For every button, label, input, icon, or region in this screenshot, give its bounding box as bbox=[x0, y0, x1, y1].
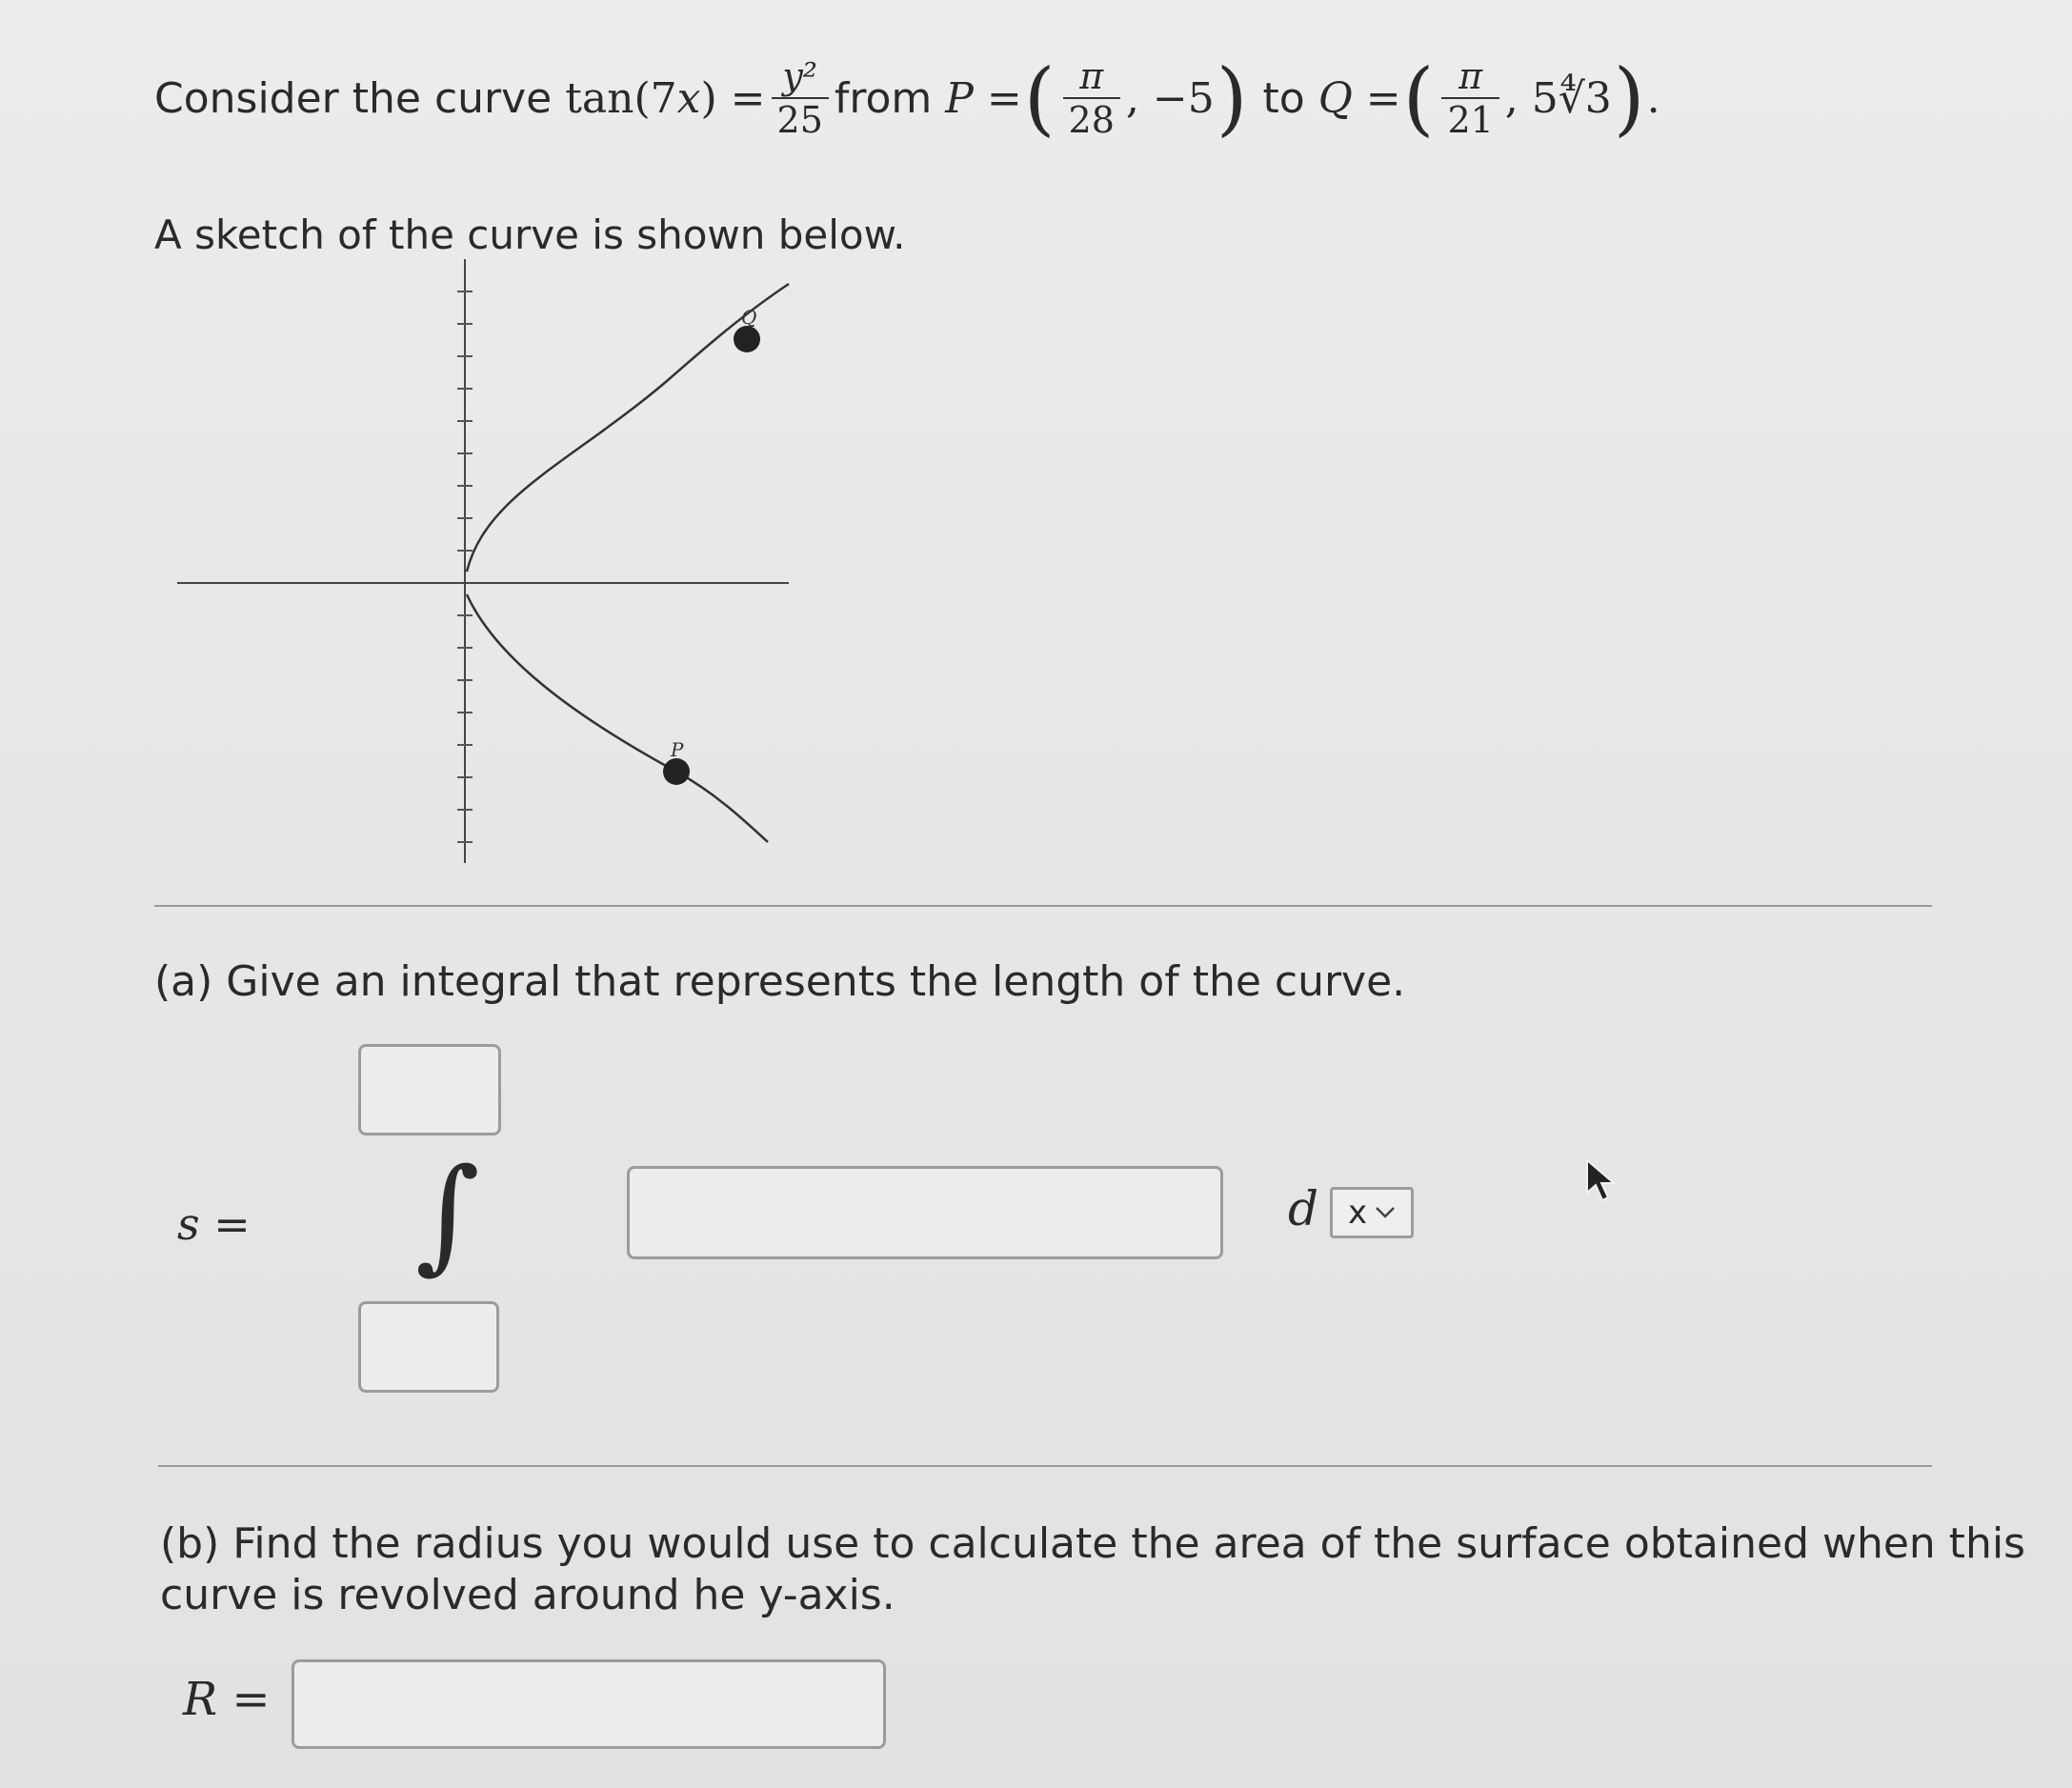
point-q-marker bbox=[734, 326, 760, 352]
divider-bottom bbox=[158, 1465, 1932, 1467]
period: . bbox=[1646, 73, 1660, 123]
curve-eq: ) = bbox=[700, 73, 766, 123]
point-p-x-fraction bbox=[1063, 55, 1120, 141]
curve-fraction-den: 25 bbox=[772, 97, 829, 141]
radius-input[interactable] bbox=[292, 1659, 886, 1749]
point-p-eq: = bbox=[986, 73, 1022, 123]
from-word: from bbox=[834, 73, 933, 123]
point-q-eq: = bbox=[1365, 73, 1401, 123]
r-symbol: R bbox=[183, 1673, 218, 1726]
close-paren-p: ) bbox=[1216, 51, 1248, 145]
point-q-x-den: 21 bbox=[1441, 97, 1499, 141]
point-p-y: , −5 bbox=[1125, 73, 1215, 123]
curve-lower-branch bbox=[467, 594, 768, 842]
integrand-input[interactable] bbox=[627, 1166, 1223, 1259]
point-p-label: P bbox=[671, 738, 684, 761]
mouse-cursor-icon bbox=[1585, 1158, 1619, 1204]
s-label: s = bbox=[177, 1198, 251, 1250]
problem-statement bbox=[154, 51, 1660, 145]
problem-lead: Consider the curve bbox=[154, 73, 553, 123]
chevron-down-icon bbox=[1375, 1206, 1396, 1219]
point-p-x-num: π bbox=[1079, 55, 1104, 97]
point-q-label: Q bbox=[741, 306, 757, 329]
curve-var-x: x bbox=[676, 73, 701, 123]
r-label bbox=[183, 1673, 271, 1726]
curve-func: tan(7 bbox=[565, 73, 677, 123]
point-p-name: P bbox=[945, 73, 974, 123]
differential-d: d bbox=[1288, 1181, 1319, 1236]
point-q-name: Q bbox=[1318, 73, 1353, 123]
divider-top bbox=[154, 905, 1932, 907]
variable-select[interactable] bbox=[1330, 1187, 1414, 1238]
curve-fraction-num: y² bbox=[782, 55, 818, 97]
point-q-y: , 5∜3 bbox=[1504, 73, 1612, 123]
variable-select-value: x bbox=[1347, 1194, 1368, 1232]
sketch-caption: A sketch of the curve is shown below. bbox=[154, 211, 906, 258]
lower-limit-input[interactable] bbox=[358, 1301, 499, 1393]
curve-sketch bbox=[171, 257, 819, 876]
point-p-marker bbox=[663, 758, 690, 785]
part-b-prompt-line2: curve is revolved around he y-axis. bbox=[160, 1571, 895, 1619]
to-word: to bbox=[1262, 73, 1305, 123]
point-q-x-num: π bbox=[1458, 55, 1483, 97]
open-paren-q: ( bbox=[1402, 51, 1435, 145]
part-a-prompt: (a) Give an integral that represents the length of the curve. bbox=[154, 957, 1406, 1006]
part-b-prompt-line1: (b) Find the radius you would use to calculate the area of the surface obtained when this bbox=[160, 1519, 2026, 1568]
r-eq: = bbox=[231, 1673, 271, 1726]
upper-limit-input[interactable] bbox=[358, 1044, 501, 1135]
curve-fraction bbox=[772, 55, 829, 141]
close-paren-q: ) bbox=[1613, 51, 1645, 145]
open-paren-p: ( bbox=[1023, 51, 1056, 145]
integral-sign: ∫ bbox=[415, 1141, 480, 1286]
point-p-x-den: 28 bbox=[1063, 97, 1120, 141]
point-q-x-fraction bbox=[1441, 55, 1499, 141]
